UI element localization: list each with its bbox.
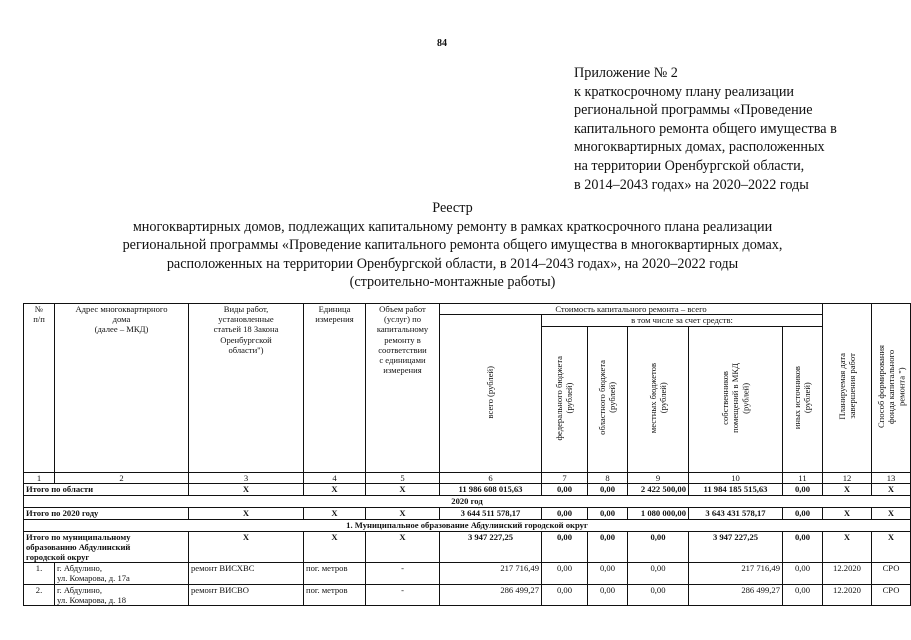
header-planned-date-text: Планируемая дата завершения работ: [836, 353, 857, 421]
column-number: 2: [55, 472, 189, 483]
total-municipality-total: 3 947 227,25: [440, 531, 542, 563]
total-2020-local: 1 080 000,00: [628, 507, 689, 519]
row-regional: 0,00: [588, 584, 628, 605]
row-address: г. Абдулино, ул. Комарова, д. 18: [55, 584, 189, 605]
total-region-label: Итого по области: [24, 483, 189, 495]
total-region-federal: 0,00: [542, 483, 588, 495]
total-municipality-label: Итого по муниципальному образованию Абдулинский городской округ: [24, 531, 189, 563]
column-number: 12: [823, 472, 872, 483]
section-municipality-row: [24, 519, 911, 531]
column-number: 1: [24, 472, 55, 483]
header-total: [440, 315, 542, 472]
row-federal: 0,00: [542, 563, 588, 584]
total-municipality-date: Х: [823, 531, 872, 563]
header-owners: [689, 326, 783, 472]
total-2020-row: [24, 507, 911, 519]
total-municipality-regional: 0,00: [588, 531, 628, 563]
row-total: 286 499,27: [440, 584, 542, 605]
row-num: 1.: [24, 563, 55, 584]
total-2020-volume: Х: [366, 507, 440, 519]
header-works: [189, 304, 304, 473]
header-address: [55, 304, 189, 473]
header-total-text: всего (рублей): [485, 365, 496, 419]
section-year-row: [24, 495, 911, 507]
appendix-line: региональной программы «Проведение: [574, 102, 813, 119]
header-unit-text: Единица измерения: [315, 304, 354, 325]
header-regional-text: областного бюджета (рублей): [597, 360, 618, 436]
total-region-works: Х: [189, 483, 304, 495]
total-region-total: 11 986 608 015,63: [440, 483, 542, 495]
total-2020-federal: 0,00: [542, 507, 588, 519]
section-municipality: 1. Муниципальное образование Абдулинский городской округ: [24, 519, 911, 531]
header-planned-date: [823, 304, 872, 473]
header-cost-group: Стоимость капитального ремонта – всего: [440, 304, 823, 315]
total-region-method: Х: [872, 483, 911, 495]
title-line: расположенных на территории Оренбургской области, в 2014–2043 годах», на 2020–2022 годы: [166, 255, 739, 272]
total-2020-date: Х: [823, 507, 872, 519]
table-header-row: [24, 304, 911, 315]
appendix-line: многоквартирных домах, расположенных: [574, 139, 825, 156]
appendix-line: капитального ремонта общего имущества в: [574, 120, 837, 137]
header-incl-group: в том числе за счет средств:: [542, 315, 823, 326]
column-number: 9: [628, 472, 689, 483]
header-num: [24, 304, 55, 473]
register-title: [0, 199, 905, 292]
table-row: [24, 584, 911, 605]
header-federal-text: федерального бюджета (рублей): [554, 355, 575, 441]
total-region-row: [24, 483, 911, 495]
title-line: региональной программы «Проведение капитального ремонта общего имущества в многоквартирных домах,: [122, 237, 783, 254]
row-volume: -: [366, 584, 440, 605]
appendix-line: на территории Оренбургской области,: [574, 157, 805, 174]
table-row: [24, 563, 911, 584]
column-number: 3: [189, 472, 304, 483]
total-region-unit: Х: [304, 483, 366, 495]
column-number: 5: [366, 472, 440, 483]
row-local: 0,00: [628, 584, 689, 605]
row-unit: пог. метров: [304, 584, 366, 605]
row-method: СРО: [872, 584, 911, 605]
header-owners-text: собственников помещений в МКД (рублей): [720, 363, 751, 433]
row-method: СРО: [872, 563, 911, 584]
header-fund-method-text: Способ формирования фонда капитального ремонта "): [875, 345, 907, 429]
header-address-text: Адрес многоквартирного дома (далее – МКД): [75, 304, 168, 335]
column-number: 6: [440, 472, 542, 483]
row-date: 12.2020: [823, 584, 872, 605]
row-volume: -: [366, 563, 440, 584]
header-volume: [366, 304, 440, 473]
total-region-owners: 11 984 185 515,63: [689, 483, 783, 495]
total-2020-label: Итого по 2020 году: [24, 507, 189, 519]
total-municipality-works: Х: [189, 531, 304, 563]
header-num-text: № п/п: [33, 304, 45, 325]
page-number: 84: [437, 38, 447, 49]
row-other: 0,00: [783, 563, 823, 584]
row-owners: 286 499,27: [689, 584, 783, 605]
header-works-text: Виды работ, установленные статьей 18 Закона Оренбургской области"): [213, 304, 279, 355]
column-number: 8: [588, 472, 628, 483]
row-works: ремонт ВИСВО: [189, 584, 304, 605]
total-region-volume: Х: [366, 483, 440, 495]
title-line: Реестр: [432, 200, 473, 216]
total-municipality-volume: Х: [366, 531, 440, 563]
appendix-heading: [574, 64, 837, 194]
header-other-text: иных источников (рублей): [792, 366, 813, 430]
header-local: [628, 326, 689, 472]
column-number: 7: [542, 472, 588, 483]
column-number-row: [24, 472, 911, 483]
header-local-text: местных бюджетов (рублей): [647, 362, 668, 434]
header-federal: [542, 326, 588, 472]
total-2020-works: Х: [189, 507, 304, 519]
total-region-other: 0,00: [783, 483, 823, 495]
header-volume-text: Объем работ (услуг) по капитальному ремонту в соответствии с единицами измерения: [376, 304, 429, 376]
section-year: 2020 год: [24, 495, 911, 507]
row-works: ремонт ВИСХВС: [189, 563, 304, 584]
header-regional: [588, 326, 628, 472]
row-other: 0,00: [783, 584, 823, 605]
total-municipality-owners: 3 947 227,25: [689, 531, 783, 563]
column-number: 13: [872, 472, 911, 483]
total-municipality-other: 0,00: [783, 531, 823, 563]
appendix-line: к краткосрочному плану реализации: [574, 83, 795, 100]
total-2020-total: 3 644 511 578,17: [440, 507, 542, 519]
row-owners: 217 716,49: [689, 563, 783, 584]
row-total: 217 716,49: [440, 563, 542, 584]
title-line: многоквартирных домов, подлежащих капитальному ремонту в рамках краткосрочного плана реализации: [132, 218, 773, 235]
row-unit: пог. метров: [304, 563, 366, 584]
title-line: (строительно-монтажные работы): [349, 274, 556, 291]
row-address: г. Абдулино, ул. Комарова, д. 17а: [55, 563, 189, 584]
total-municipality-unit: Х: [304, 531, 366, 563]
total-region-regional: 0,00: [588, 483, 628, 495]
row-num: 2.: [24, 584, 55, 605]
total-region-date: Х: [823, 483, 872, 495]
row-federal: 0,00: [542, 584, 588, 605]
total-2020-other: 0,00: [783, 507, 823, 519]
register-table: [23, 303, 911, 606]
row-local: 0,00: [628, 563, 689, 584]
header-fund-method: [872, 304, 911, 473]
total-2020-method: Х: [872, 507, 911, 519]
header-unit: [304, 304, 366, 473]
appendix-line: Приложение № 2: [574, 65, 678, 81]
column-number: 4: [304, 472, 366, 483]
total-region-local: 2 422 500,00: [628, 483, 689, 495]
total-2020-regional: 0,00: [588, 507, 628, 519]
total-municipality-local: 0,00: [628, 531, 689, 563]
total-municipality-method: Х: [872, 531, 911, 563]
total-2020-unit: Х: [304, 507, 366, 519]
header-other: [783, 326, 823, 472]
row-regional: 0,00: [588, 563, 628, 584]
total-municipality-row: [24, 531, 911, 563]
column-number: 11: [783, 472, 823, 483]
total-2020-owners: 3 643 431 578,17: [689, 507, 783, 519]
row-date: 12.2020: [823, 563, 872, 584]
total-municipality-federal: 0,00: [542, 531, 588, 563]
appendix-line: в 2014–2043 годах» на 2020–2022 годы: [574, 176, 809, 193]
column-number: 10: [689, 472, 783, 483]
